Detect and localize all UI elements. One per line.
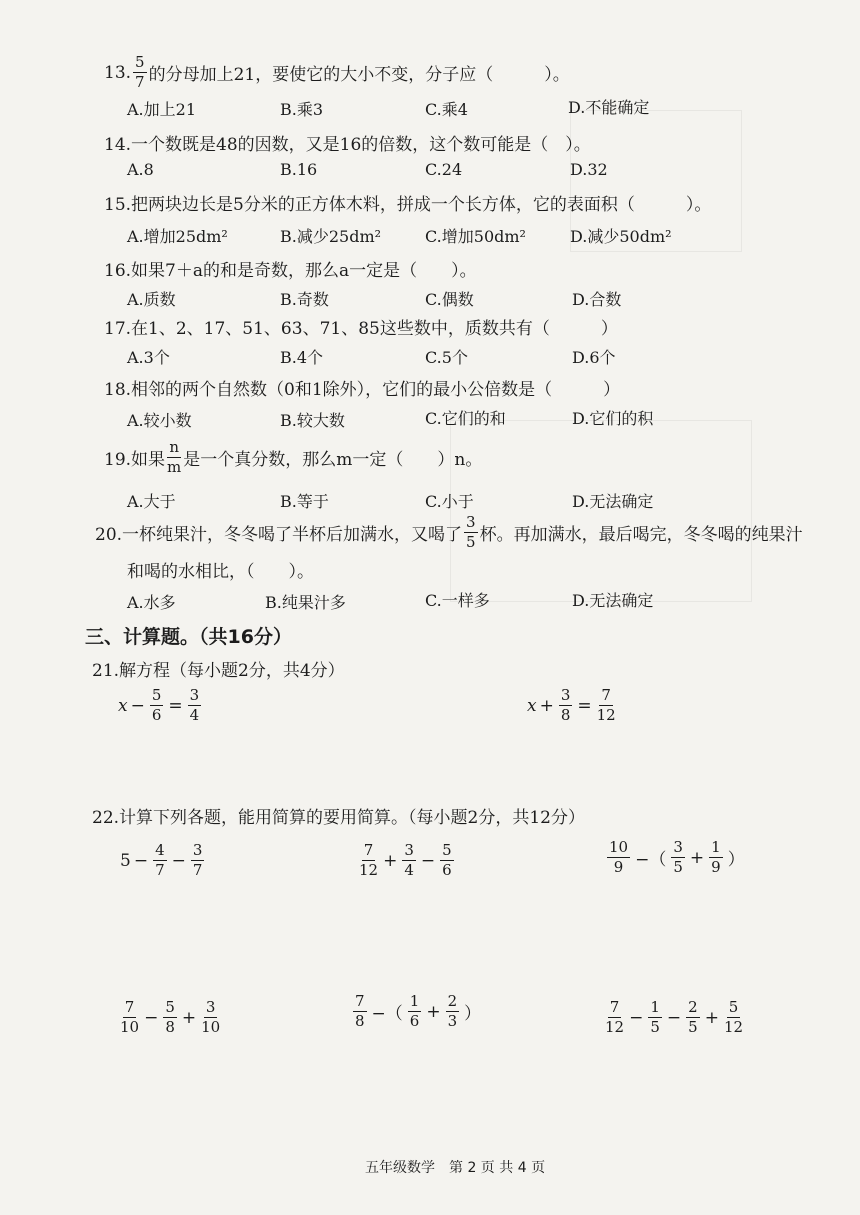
expression-6 (603, 1000, 745, 1035)
e6-fraction-3 (686, 1000, 700, 1035)
e6-fraction-4 (724, 1000, 743, 1035)
eq2-a-numerator: 3 (560, 686, 571, 704)
q20-fraction (464, 515, 478, 550)
q18-option-b: B.较大数 (280, 411, 345, 430)
eq1-a-denominator: 6 (151, 706, 162, 724)
q19-option-d: D.无法确定 (572, 492, 654, 511)
q19-option-b: B.等于 (280, 492, 329, 511)
q18-option-d: D.它们的积 (572, 409, 654, 428)
q15-option-d: D.减少50dm² (570, 227, 672, 246)
q16-option-c: C.偶数 (425, 290, 474, 309)
e2-op1: + (383, 850, 398, 871)
e3-op1: −（ (635, 850, 667, 870)
e4-op2: + (181, 1007, 197, 1028)
q16-option-a: A.质数 (127, 290, 176, 309)
e3-fraction-1 (607, 840, 630, 875)
e1-lead: 5 (120, 850, 131, 871)
e1-op1: − (133, 850, 149, 871)
e5-f3-numerator: 2 (447, 992, 458, 1010)
q13-numerator: 5 (135, 53, 145, 71)
q20-line2: 和喝的水相比，（ ）。 (127, 562, 314, 582)
e5-op2: + (426, 1001, 441, 1022)
question-18: 18.相邻的两个自然数（0和1除外），它们的最小公倍数是（ ） (104, 380, 621, 400)
expression-4 (118, 1000, 222, 1035)
e3-f3-denominator: 9 (711, 858, 721, 876)
expression-5 (351, 994, 484, 1029)
e6-f4-numerator: 5 (728, 998, 739, 1016)
e3-f1-denominator: 9 (613, 858, 624, 876)
e4-f2-numerator: 5 (165, 998, 175, 1016)
eq2-b-numerator: 7 (601, 686, 611, 704)
q20-denominator: 5 (466, 533, 476, 551)
q19-fraction (167, 440, 181, 475)
e6-f4-denominator: 12 (723, 1018, 744, 1036)
q19-option-a: A.大于 (127, 492, 176, 511)
q13-option-c: C.乘4 (425, 100, 468, 119)
expression-1 (120, 843, 206, 878)
e4-fraction-1 (120, 1000, 139, 1035)
e2-op2: − (420, 850, 436, 871)
eq2-fraction-b (597, 688, 616, 723)
q13-number: 13. (104, 62, 132, 83)
q17-option-d: D.6个 (572, 348, 616, 367)
e4-f1-numerator: 7 (124, 998, 135, 1016)
e6-f3-denominator: 5 (688, 1018, 698, 1036)
e2-fraction-1 (359, 843, 378, 878)
e5-f1-denominator: 8 (355, 1012, 365, 1030)
e1-op2: − (171, 850, 186, 871)
q20-option-b: B.纯果汁多 (265, 593, 346, 612)
question-20 (95, 515, 803, 550)
equation-2 (527, 688, 618, 723)
eq2-b-denominator: 12 (596, 706, 616, 724)
q16-option-b: B.奇数 (280, 290, 329, 309)
e5-fraction-3 (446, 994, 460, 1029)
e3-f3-numerator: 1 (711, 838, 721, 856)
eq1-fraction-a (150, 688, 164, 723)
q13-fraction (133, 55, 147, 90)
e6-fraction-1 (605, 1000, 624, 1035)
eq2-equals: = (577, 695, 592, 716)
q19-numerator: n (169, 438, 179, 456)
question-14: 14.一个数既是48的因数，又是16的倍数，这个数可能是（ ）。 (104, 135, 591, 155)
q19-suffix: 是一个真分数，那么m一定（ ）n。 (183, 450, 483, 470)
e2-fraction-3 (440, 843, 454, 878)
e5-op1: −（ (371, 1004, 403, 1024)
e6-op1: − (629, 1007, 644, 1028)
e1-f2-numerator: 3 (192, 841, 203, 859)
e6-fraction-2 (648, 1000, 662, 1035)
q15-option-c: C.增加50dm² (425, 227, 526, 246)
q13-option-b: B.乘3 (280, 100, 324, 119)
e6-f2-denominator: 5 (650, 1018, 660, 1036)
eq1-fraction-b (188, 688, 202, 723)
e6-f1-numerator: 7 (609, 998, 620, 1016)
e1-fraction-2 (191, 843, 205, 878)
question-16: 16.如果7＋a的和是奇数，那么a一定是（ ）。 (104, 261, 477, 281)
eq2-variable: x (527, 695, 537, 716)
e5-f1-numerator: 7 (355, 992, 365, 1010)
e6-f1-denominator: 12 (605, 1018, 625, 1036)
e5-f3-denominator: 3 (447, 1012, 458, 1030)
q19-denominator: m (167, 458, 182, 476)
q20-numerator: 3 (466, 513, 476, 531)
e4-fraction-2 (163, 1000, 177, 1035)
e2-f1-denominator: 12 (359, 861, 379, 879)
e6-f3-numerator: 2 (688, 998, 698, 1016)
q14-option-b: B.16 (280, 160, 318, 179)
eq1-b-numerator: 3 (189, 686, 200, 704)
q17-option-c: C.5个 (425, 348, 468, 367)
q14-option-d: D.32 (570, 160, 608, 179)
question-13 (104, 55, 570, 90)
eq2-a-denominator: 8 (560, 706, 571, 724)
section-3-heading: 三、计算题。（共16分） (85, 626, 292, 648)
q18-option-c: C.它们的和 (425, 409, 506, 428)
q16-option-d: D.合数 (572, 290, 622, 309)
q20-option-a: A.水多 (127, 593, 176, 612)
e3-f2-numerator: 3 (673, 838, 683, 856)
e2-f3-denominator: 6 (442, 861, 452, 879)
e3-close: ） (727, 850, 745, 870)
e5-f2-numerator: 1 (409, 992, 420, 1010)
q13-option-a: A.加上21 (127, 100, 197, 119)
expression-2 (357, 843, 456, 878)
q13-option-d: D.不能确定 (568, 98, 650, 117)
equation-1 (118, 688, 203, 723)
e2-f1-numerator: 7 (363, 841, 374, 859)
e3-fraction-3 (709, 840, 723, 875)
eq1-equals: = (168, 695, 183, 716)
e4-f3-numerator: 3 (205, 998, 216, 1016)
q20-suffix: 杯。再加满水，最后喝完，冬冬喝的纯果汁 (479, 525, 803, 545)
e6-op3: + (704, 1007, 719, 1028)
e6-f2-numerator: 1 (650, 998, 660, 1016)
q13-text: 的分母加上21，要使它的大小不变，分子应（ ）。 (148, 65, 570, 85)
q14-option-a: A.8 (127, 160, 154, 179)
q18-option-a: A.较小数 (127, 411, 192, 430)
e3-fraction-2 (671, 840, 685, 875)
q17-option-b: B.4个 (280, 348, 324, 367)
e5-close: ） (464, 1004, 482, 1024)
question-19 (104, 440, 482, 475)
e5-f2-denominator: 6 (409, 1012, 420, 1030)
question-22-title: 22.计算下列各题，能用简算的要用简算。（每小题2分，共12分） (92, 808, 585, 828)
e6-op2: − (666, 1007, 682, 1028)
q15-option-b: B.减少25dm² (280, 227, 382, 246)
question-21-title: 21.解方程（每小题2分，共4分） (92, 661, 345, 681)
eq1-b-denominator: 4 (189, 706, 200, 724)
q14-option-c: C.24 (425, 160, 463, 179)
e2-f2-numerator: 3 (404, 841, 414, 859)
question-17: 17.在1、2、17、51、63、71、85这些数中，质数共有（ ） (104, 319, 618, 339)
q17-option-a: A.3个 (127, 348, 170, 367)
e4-fraction-3 (201, 1000, 220, 1035)
eq1-operator: − (130, 695, 145, 716)
eq1-variable: x (118, 695, 128, 716)
e1-f2-denominator: 7 (192, 861, 203, 879)
e4-f1-denominator: 10 (120, 1018, 140, 1036)
eq2-operator: + (539, 695, 554, 716)
q19-prefix: 19.如果 (104, 450, 166, 470)
e2-f3-numerator: 5 (442, 841, 452, 859)
e4-f3-denominator: 10 (201, 1018, 221, 1036)
e2-fraction-2 (402, 843, 416, 878)
eq1-a-numerator: 5 (151, 686, 162, 704)
q13-denominator: 7 (135, 73, 145, 91)
e3-f1-numerator: 10 (609, 838, 629, 856)
e4-op1: − (144, 1007, 159, 1028)
q19-option-c: C.小于 (425, 492, 474, 511)
q15-option-a: A.增加25dm² (127, 227, 228, 246)
e3-f2-denominator: 5 (673, 858, 683, 876)
e5-fraction-2 (408, 994, 422, 1029)
page-footer: 五年级数学 第 2 页 共 4 页 (365, 1160, 546, 1176)
e3-op2: + (689, 847, 705, 868)
q20-option-d: D.无法确定 (572, 591, 654, 610)
e4-f2-denominator: 8 (165, 1018, 175, 1036)
q20-option-c: C.一样多 (425, 591, 490, 610)
e2-f2-denominator: 4 (404, 861, 414, 879)
e1-f1-denominator: 7 (155, 861, 165, 879)
expression-3 (605, 840, 748, 875)
question-15: 15.把两块边长是5分米的正方体木料，拼成一个长方体，它的表面积（ ）。 (104, 195, 712, 215)
eq2-fraction-a (559, 688, 573, 723)
q20-prefix: 20.一杯纯果汁，冬冬喝了半杯后加满水，又喝了 (95, 525, 463, 545)
e5-fraction-1 (353, 994, 367, 1029)
e1-fraction-1 (153, 843, 167, 878)
e1-f1-numerator: 4 (155, 841, 165, 859)
